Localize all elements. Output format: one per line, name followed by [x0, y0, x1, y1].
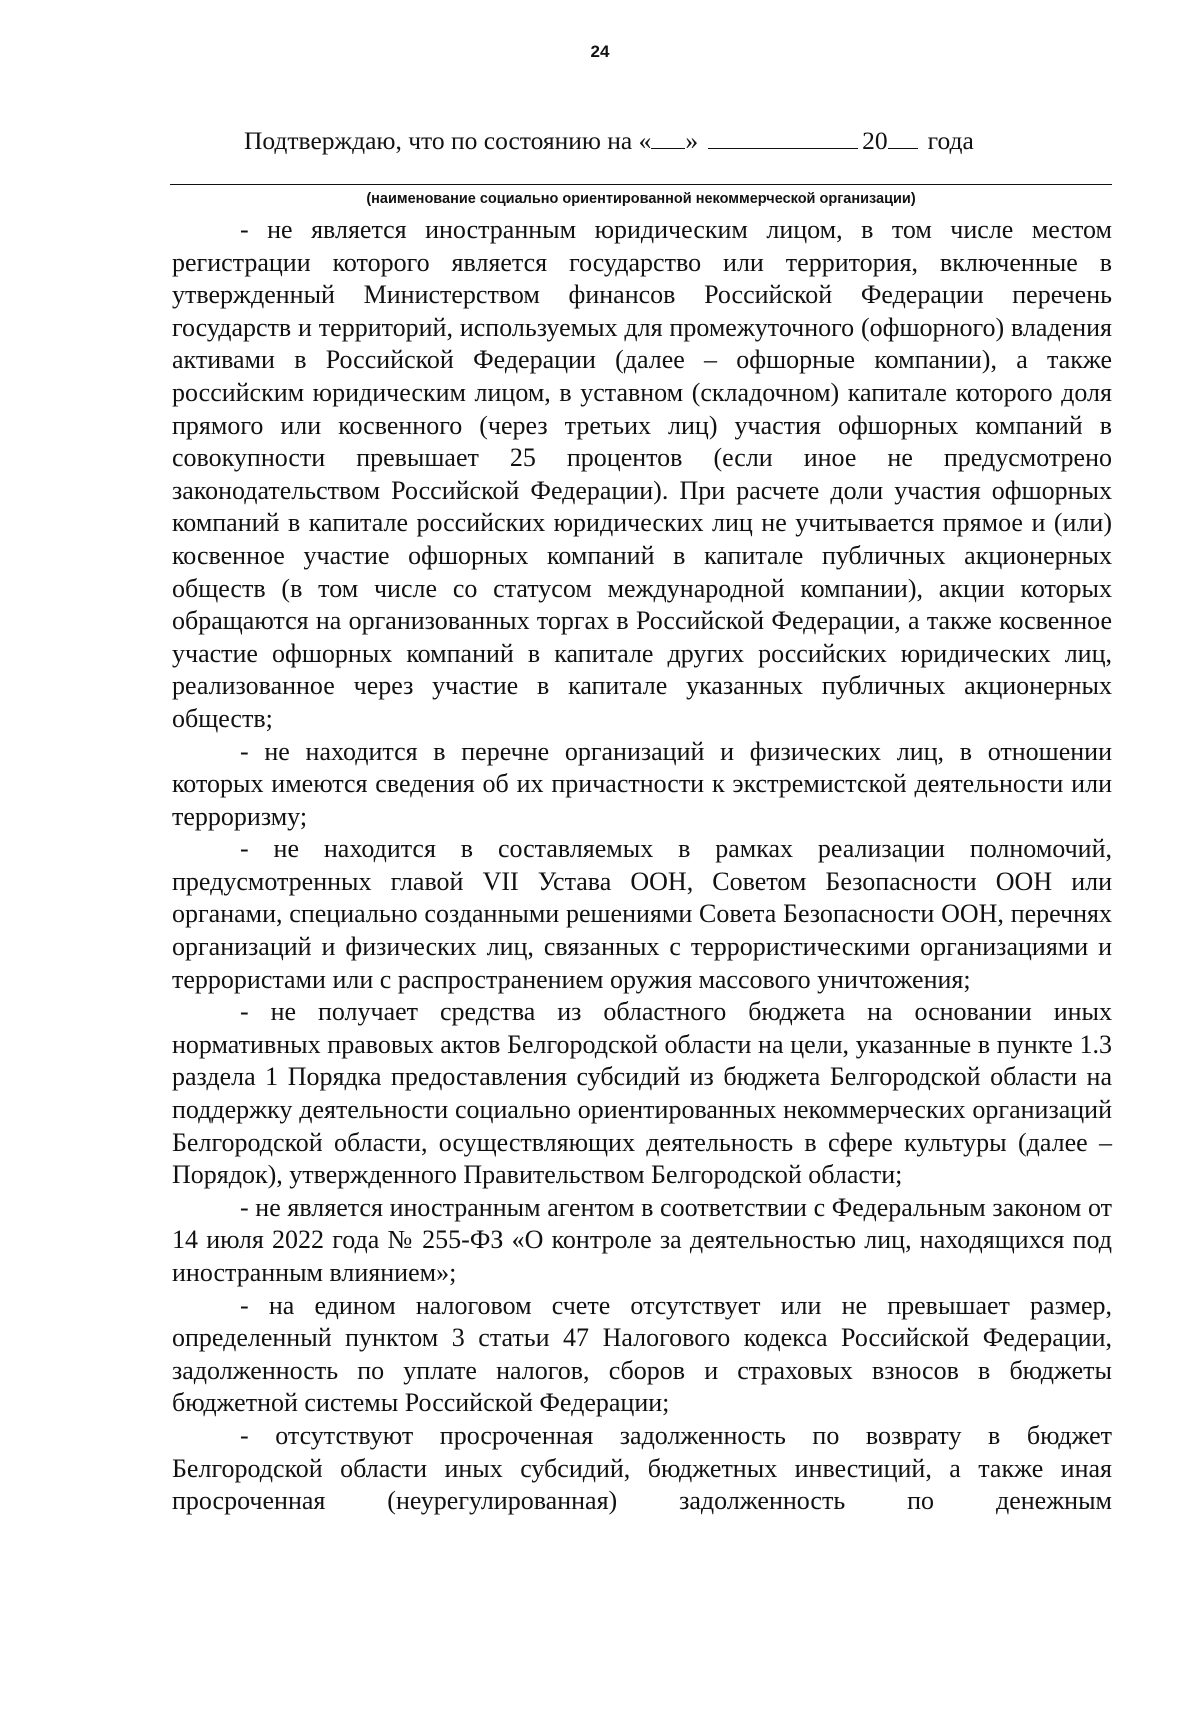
paragraph-offshore: - не является иностранным юридическим лицом, в том числе местом регистрации которого является государство или территория, включенные в утвержденный Министерством финансов Российской Федерации перечень государств и территорий, используемых для промежуточного (офшорного) владения активами в Российской Федерации (далее – офшорные компании), а также российским юридическим лицом, в уставном (складочном) капитале которого доля прямого или косвенного (через третьих лиц) участия офшорных компаний в совокупности превышает 25 процентов (если иное не предусмотрено законодательством Российской Федерации). При расчете доли участия офшорных компаний в капитале российских юридических лиц не учитывается прямое и (или) косвенное участие офшорных компаний в капитале публичных акционерных обществ (в том числе со статусом международной компании), акции которых обращаются на организованных торгах в Российской Федерации, а также косвенное участие офшорных компаний в капитале других российских юридических лиц, реализованное через участие в капитале указанных публичных акционерных обществ; [172, 215, 1112, 733]
paragraph-extremism-list: - не находится в перечне организаций и физических лиц, в отношении которых имеются сведения об их причастности к экстремистской деятельности или терроризму; [172, 736, 1112, 831]
paragraph-overdue-debt: - отсутствуют просроченная задолженность по возврату в бюджет Белгородской области иных субсидий, бюджетных инвестиций, а также иная просроченная (неурегулированная) задолженность по денежным [172, 1420, 1112, 1516]
day-blank-field [651, 124, 685, 149]
paragraph-un-sanctions: - не находится в составляемых в рамках реализации полномочий, предусмотренных главой VII Устава ООН, Советом Безопасности ООН или органами, специально созданными решениями Совета Безопасности ООН, перечнях организаций и физических лиц, связанных с террористическими организациями и террористами или с распространением оружия массового уничтожения; [172, 834, 1112, 994]
confirmation-prefix: Подтверждаю, что по состоянию на « [244, 126, 652, 155]
paragraph-tax-debt: - на едином налоговом счете отсутствует или не превышает размер, определенный пунктом 3 статьи 47 Налогового кодекса Российской Федерации, задолженность по уплате налогов, сборов и страховых взносов в бюджеты бюджетной системы Российской Федерации; [172, 1290, 1112, 1418]
confirmation-line [244, 124, 974, 157]
paragraph-foreign-agent: - не является иностранным агентом в соответствии с Федеральным законом от 14 июля 2022 года № 255-ФЗ «О контроле за деятельностью лиц, находящихся под иностранным влиянием»; [172, 1192, 1112, 1287]
declaration-body [172, 214, 1112, 1518]
month-blank-field [708, 124, 858, 149]
page-number: 24 [590, 42, 610, 61]
organization-name-line [170, 184, 1112, 185]
year-prefix: 20 [862, 126, 888, 155]
paragraph-regional-budget: - не получает средства из областного бюджета на основании иных нормативных правовых актов Белгородской области на цели, указанные в пункте 1.3 раздела 1 Порядка предоставления субсидий из бюджета Белгородской области на поддержку деятельности социально ориентированных некоммерческих организаций Белгородской области, осуществляющих деятельность в сфере культуры (далее – Порядок), утвержденного Правительством Белгородской области; [172, 997, 1112, 1190]
organization-name-caption: (наименование социально ориентированной некоммерческой организации) [366, 191, 916, 207]
confirmation-quote-close: » [685, 126, 699, 155]
year-suffix: года [927, 126, 974, 155]
year-blank-field [888, 124, 918, 149]
